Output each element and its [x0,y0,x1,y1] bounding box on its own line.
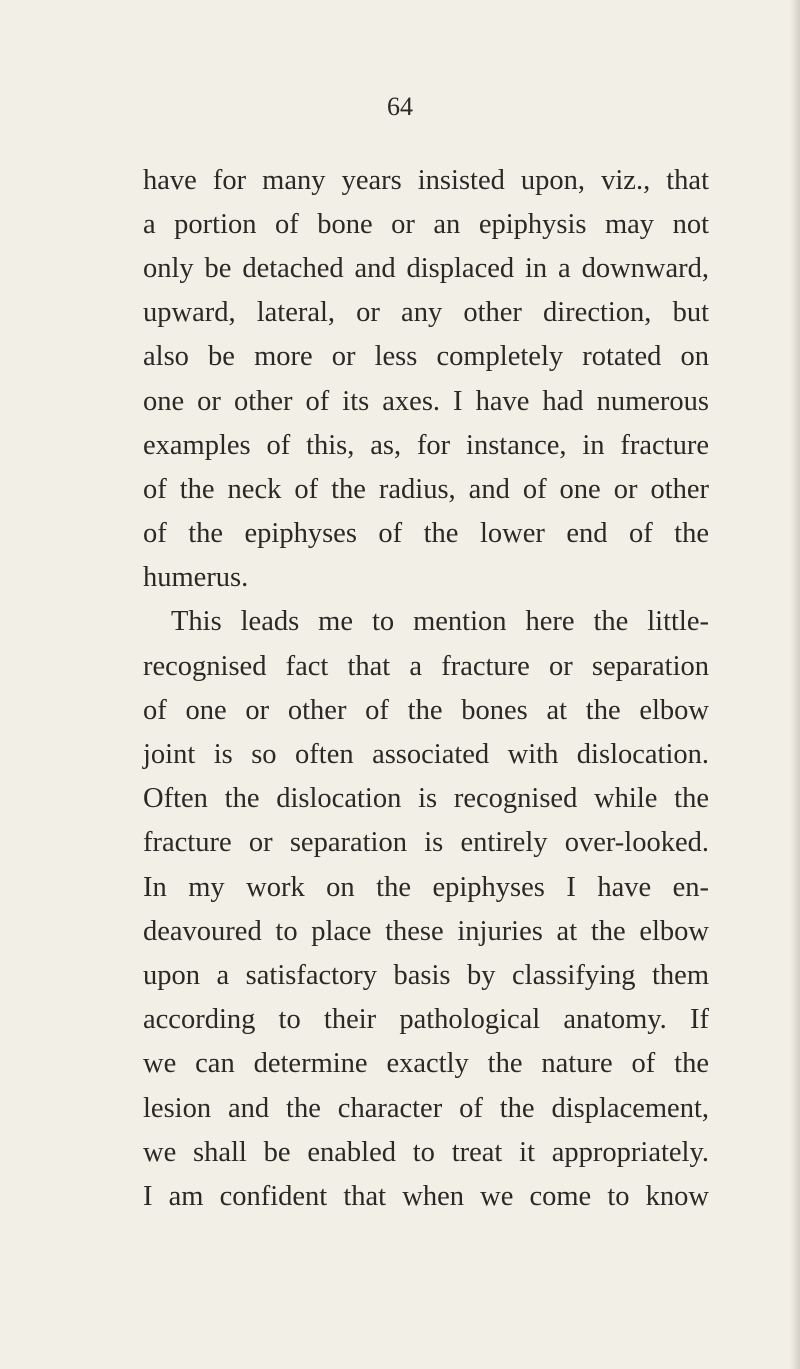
text-line: upon a satisfactory basis by classifying them [143,960,709,991]
text-line: according to their pathological anatomy. If [143,1004,709,1035]
text-line: examples of this, as, for instance, in fracture [143,430,709,461]
text-line: only be detached and displaced in a downward, [143,253,709,284]
text-line: of the epiphyses of the lower end of the [143,518,709,549]
text-line: fracture or separation is entirely over-looked. [143,827,709,858]
page-edge-shadow [790,0,800,1369]
text-line: deavoured to place these injuries at the elbow [143,916,709,947]
text-line: also be more or less completely rotated on [143,341,709,372]
text-line: In my work on the epiphyses I have en- [143,872,709,903]
text-line: recognised fact that a fracture or separation [143,651,709,682]
text-line: I am confident that when we come to know [143,1181,709,1212]
text-line: a portion of bone or an epiphysis may not [143,209,709,240]
text-line: one or other of its axes. I have had numerous [143,386,709,417]
text-line: we shall be enabled to treat it appropriately. [143,1137,709,1168]
text-line: Often the dislocation is recognised while the [143,783,709,814]
text-line: of one or other of the bones at the elbow [143,695,709,726]
text-line: joint is so often associated with dislocation. [143,739,709,770]
paragraph-start-line: This leads me to mention here the little- [171,606,709,637]
paragraph-end-line: humerus. [143,562,249,593]
text-line: upward, lateral, or any other direction, but [143,297,709,328]
text-line: of the neck of the radius, and of one or other [143,474,709,505]
page-number: 64 [387,92,413,121]
text-line: have for many years insisted upon, viz., that [143,165,709,196]
text-line: lesion and the character of the displacement, [143,1093,709,1124]
text-line: we can determine exactly the nature of the [143,1048,709,1079]
